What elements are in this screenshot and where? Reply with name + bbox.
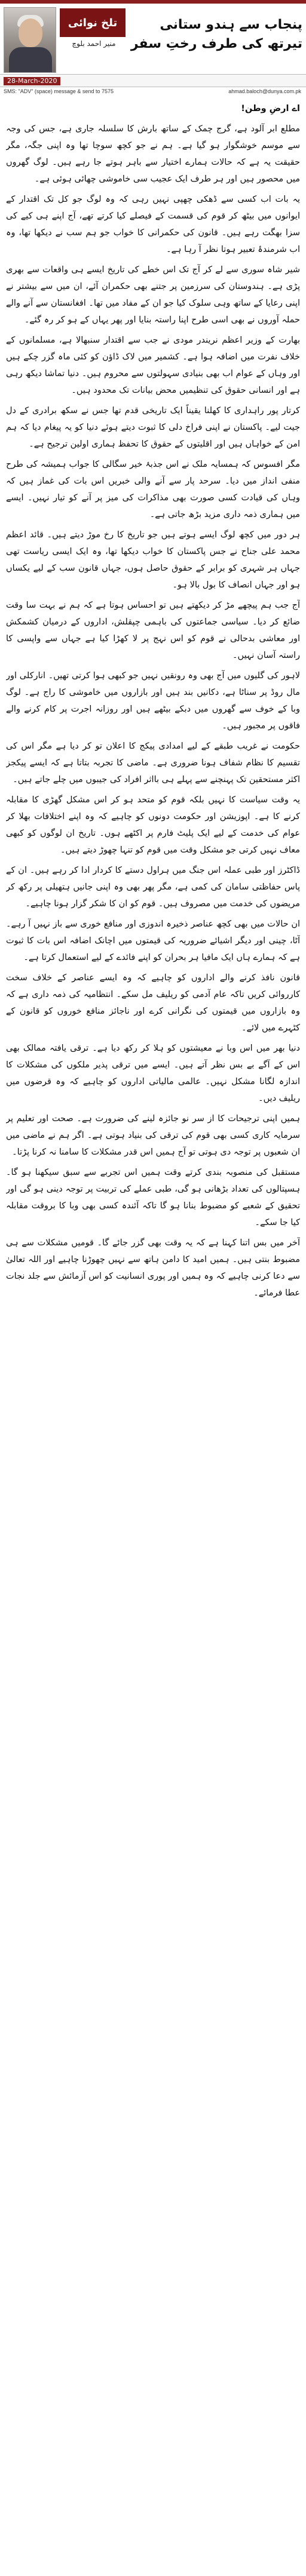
article-paragraph: مگر افسوس کہ ہمسایہ ملک نے اس جذبۂ خیر سگالی کا جواب ہمیشہ کی طرح منفی انداز میں دیا۔ سرحد پار سے آنے والی خبریں اس بات کی غماز ہیں کہ وہاں کی قیادت کسی صورت بھی مذاکرات کی میز پر آنے کو تیار نہیں۔ ایسے میں ہماری ذمہ داری مزید بڑھ جاتی ہے۔ (6, 460, 300, 519)
article-paragraph: کرتار پور راہداری کا کھلنا یقیناً ایک تاریخی قدم تھا جس نے سکھ برادری کے دل جیت لیے۔ پاکستان نے اپنی فراخ دلی کا ثبوت دیتے ہوئے دنیا کو یہ پیغام دیا کہ ہم امن کے خواہاں ہیں اور اقلیتوں کے حقوق کا تحفظ ہماری اولین ترجیح ہے۔ (6, 406, 300, 449)
article-paragraph: یہ وقت سیاست کا نہیں بلکہ قوم کو متحد ہو کر اس مشکل گھڑی کا مقابلہ کرنے کا ہے۔ اپوزیشن اور حکومت دونوں کو چاہیے کہ وہ اپنے اختلافات بھلا کر عوام کی خدمت کے لیے ایک پلیٹ فارم پر اکٹھے ہوں۔ تاریخ ان لوگوں کو کبھی معاف نہیں کرتی جو مشکل وقت میں قوم کو تنہا چھوڑ دیتے ہیں۔ (6, 795, 300, 855)
publish-date: 28-March-2020 (4, 77, 60, 85)
article-paragraph: شیر شاہ سوری سے لے کر آج تک اس خطے کی تاریخ ایسے ہی واقعات سے بھری پڑی ہے۔ ہندوستان کی سرزمین پر جتنے بھی حکمران آئے، ان میں سے بیشتر نے اپنی رعایا کے ساتھ وہی سلوک کیا جو ان کے مفاد میں تھا۔ افغانستان سے آنے والے حملہ آوروں نے بھی اسی طرح اپنا راستہ بنایا اور پھر یہاں کے ہو کر رہ گئے۔ (6, 265, 300, 325)
article-paragraph: ڈاکٹرز اور طبی عملہ اس جنگ میں ہراول دستے کا کردار ادا کر رہے ہیں۔ ان کے پاس حفاظتی سامان کی کمی ہے، مگر پھر بھی وہ اپنی جانیں ہتھیلی پر رکھ کر مریضوں کی خدمت میں مصروف ہیں۔ قوم کو ان کا شکر گزار ہونا چاہیے۔ (6, 866, 300, 909)
article-paragraph: قانون نافذ کرنے والے اداروں کو چاہیے کہ وہ ایسے عناصر کے خلاف سخت کارروائی کریں تاکہ عام آدمی کو ریلیف مل سکے۔ انتظامیہ کی ذمہ داری ہے کہ وہ بازاروں میں قیمتوں کی نگرانی کرے اور ناجائز منافع خوروں کو قانون کے کٹہرے میں لائے۔ (6, 973, 300, 1033)
author-photo-body (9, 47, 52, 73)
article-paragraph: ہر دور میں کچھ لوگ ایسے ہوتے ہیں جو تاریخ کا رخ موڑ دیتے ہیں۔ قائد اعظم محمد علی جناح نے جس پاکستان کا خواب دیکھا تھا، وہ ایک ایسی ریاست تھی جہاں ہر شہری کو برابر کے حقوق حاصل ہوں، جہاں قانون سب کے لیے یکساں ہو اور جہاں انصاف کا بول بالا ہو۔ (6, 530, 300, 590)
article-paragraph: بھارت کے وزیر اعظم نریندر مودی نے جب سے اقتدار سنبھالا ہے، مسلمانوں کے خلاف نفرت میں اضافہ ہوا ہے۔ کشمیر میں لاک ڈاؤن کو کئی ماہ گزر چکے ہیں اور وہاں کے عوام اب بھی بنیادی سہولتوں سے محروم ہیں۔ دنیا تماشا دیکھ رہی ہے اور انسانی حقوق کی تنظیمیں محض بیانات تک محدود ہیں۔ (6, 336, 300, 395)
article-paragraph: مستقبل کی منصوبہ بندی کرتے وقت ہمیں اس تجربے سے سبق سیکھنا ہو گا۔ ہسپتالوں کی تعداد بڑھانی ہو گی، طبی عملے کی تربیت پر توجہ دینی ہو گی اور تحقیق کے شعبے کو مضبوط بنانا ہو گا تاکہ آئندہ کسی بھی وبا کا بروقت مقابلہ کیا جا سکے۔ (6, 1168, 300, 1227)
article-paragraph: آج جب ہم پیچھے مڑ کر دیکھتے ہیں تو احساس ہوتا ہے کہ ہم نے بہت سا وقت ضائع کر دیا۔ سیاسی جماعتوں کی باہمی چپقلش، اداروں کے درمیان کشمکش اور معاشی بدحالی نے قوم کو اس نہج پر لا کھڑا کیا ہے جہاں سے واپسی کا راستہ آسان نہیں۔ (6, 601, 300, 660)
article-paragraph: حکومت نے غریب طبقے کے لیے امدادی پیکج کا اعلان تو کر دیا ہے مگر اس کی تقسیم کا نظام شفاف ہونا ضروری ہے۔ ماضی کا تجربہ بتاتا ہے کہ ایسے پیکجز اکثر مستحقین تک پہنچنے سے پہلے ہی بااثر افراد کی جیبوں میں چلے جاتے ہیں۔ (6, 741, 300, 784)
sms-line: SMS: "ADV" (space) message & send to 7575 (4, 88, 114, 94)
article-paragraph: یہ بات اب کسی سے ڈھکی چھپی نہیں رہی کہ وہ لوگ جو کل تک اقتدار کے ایوانوں میں بیٹھ کر قوم کی قسمت کے فیصلے کیا کرتے تھے، آج اپنے ہی کیے کی سزا بھگت رہے ہیں۔ قانون کی حکمرانی کا خواب جو ہم سب نے دیکھا تھا، وہ اب شرمندۂ تعبیر ہوتا نظر آ رہا ہے۔ (6, 195, 300, 254)
meta-bar (0, 74, 306, 87)
header-stripe (0, 0, 306, 4)
author-photo (4, 7, 56, 73)
column-logo: تلخ نوائی (60, 8, 126, 37)
article-paragraph: آخر میں بس اتنا کہنا ہے کہ یہ وقت بھی گزر جائے گا۔ قومیں مشکلات سے ہی مضبوط بنتی ہیں۔ ہمیں امید کا دامن ہاتھ سے نہیں چھوڑنا چاہیے اور اللہ تعالیٰ سے دعا کرنی چاہیے کہ وہ ہمیں اور پوری انسانیت کو اس آزمائش سے جلد نجات عطا فرمائے۔ (6, 1238, 300, 1298)
article-paragraph: دنیا بھر میں اس وبا نے معیشتوں کو ہلا کر رکھ دیا ہے۔ ترقی یافتہ ممالک بھی اس کے آگے بے بس نظر آتے ہیں۔ ایسے میں ترقی پذیر ملکوں کی مشکلات کا اندازہ لگانا مشکل نہیں۔ عالمی مالیاتی اداروں کو چاہیے کہ وہ قرضوں میں ریلیف دیں۔ (6, 1044, 300, 1103)
column-header (0, 0, 306, 88)
article-paragraph: لاہور کی گلیوں میں آج بھی وہ رونقیں نہیں جو کبھی ہوا کرتی تھیں۔ انارکلی اور مال روڈ پر سناٹا ہے، دکانیں بند ہیں اور بازاروں میں خاموشی کا راج ہے۔ لوگ وبا کے خوف سے گھروں میں دبکے بیٹھے ہیں اور روزانہ اجرت پر کام کرنے والے فاقوں پر مجبور ہیں۔ (6, 671, 300, 731)
column-headline: پنجاب سے ہندو ستانی تیرتھ کی طرف رختِ سفر (130, 17, 302, 51)
article-paragraph: ہمیں اپنی ترجیحات کا از سر نو جائزہ لینے کی ضرورت ہے۔ صحت اور تعلیم پر سرمایہ کاری کسی بھی قوم کی ترقی کی بنیاد ہوتی ہے۔ اگر ہم نے ماضی میں ان شعبوں پر توجہ دی ہوتی تو آج ہمیں اس قدر مشکلات کا سامنا نہ کرنا پڑتا۔ (6, 1114, 300, 1157)
author-photo-face (19, 19, 42, 47)
author-name: منیر احمد بلوچ (72, 39, 116, 48)
author-email[interactable]: ahmad.baloch@dunya.com.pk (228, 88, 301, 94)
article-body (6, 100, 300, 2572)
article-paragraph: ان حالات میں بھی کچھ عناصر ذخیرہ اندوزی اور منافع خوری سے باز نہیں آ رہے۔ آٹا، چینی اور دیگر اشیائے ضروریہ کی قیمتوں میں اچانک اضافہ اس بات کا ثبوت ہے کہ ہمارے ہاں ایک مافیا ہر بحران کو اپنے فائدے کے لیے استعمال کرتا ہے۔ (6, 919, 300, 962)
article-paragraph: اے ارضِ وطن! (241, 104, 300, 113)
article-paragraph: مطلع ابر آلود ہے، گرج چمک کے ساتھ بارش کا سلسلہ جاری ہے، جس کی وجہ سے موسم خوشگوار ہو گیا ہے۔ ہم نے جو کچھ سوچا تھا وہ اپنی جگہ، مگر حقیقت یہ ہے کہ حالات ہمارے اختیار سے باہر ہوتے جا رہے ہیں۔ لوگ گھروں میں محصور ہیں اور ہر طرف ایک عجیب سی خاموشی چھائی ہوئی ہے۔ (6, 124, 300, 184)
